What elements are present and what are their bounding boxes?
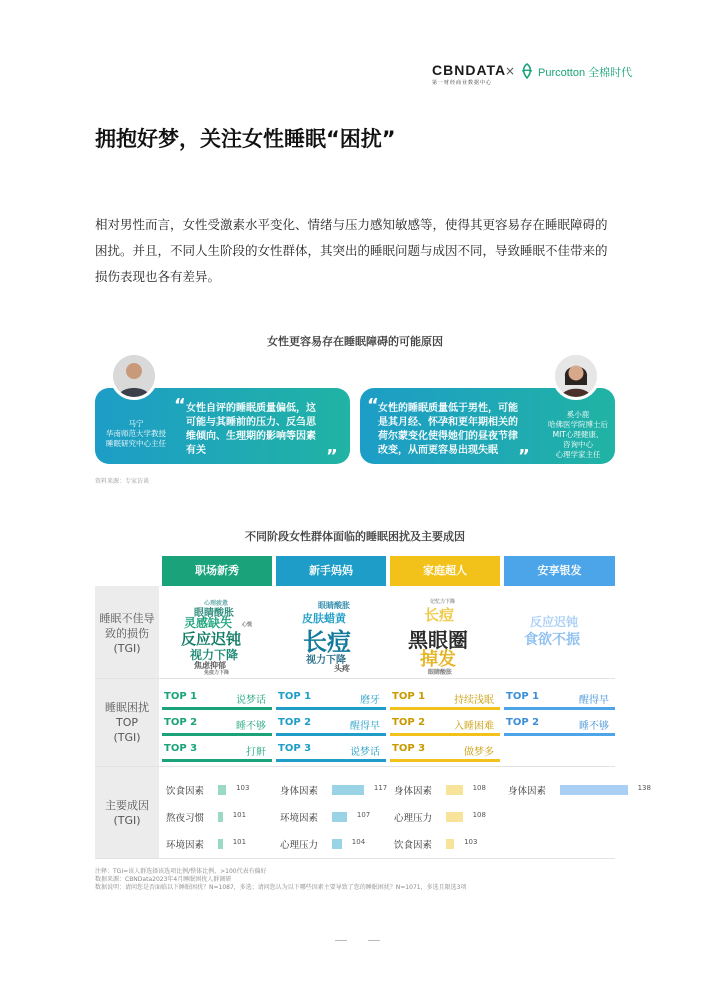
expert-right-role3: 咨询中心 [563,440,593,449]
top-value: 醒得早 [579,695,609,706]
top-item [276,714,386,736]
quote-line: 可能与其睡前的压力、反刍思 [186,417,316,428]
cause-item [394,835,498,853]
top-item [390,714,500,736]
cause-value: 103 [464,838,478,846]
quote-line: 是其月经、怀孕和更年期相关的 [378,417,518,428]
column-header: 新手妈妈 [276,556,386,586]
cause-bar [332,839,342,849]
top-value: 磨牙 [360,695,380,706]
top-rank: TOP 2 [506,717,540,728]
cause-name: 身体因素 [508,786,547,797]
top-value: 睡不够 [579,721,609,732]
note-description: 数据说明：请问您是否面临以下睡眠困扰？N=1087，多选；请问您认为以下哪些因素主要导致了您的睡眠困扰？N=1071，多选且限选3项 [95,884,467,891]
top-underline [276,733,386,736]
wordcloud-word: 长痘 [424,606,455,624]
top-underline [276,707,386,710]
cause-bar [218,785,226,795]
wordcloud-word: 记忆力下降 [430,599,456,605]
top-item [162,714,272,736]
cause-item [166,781,270,799]
cause-name: 身体因素 [394,786,433,797]
experts-source: 资料来源：专家访谈 [95,478,150,485]
top-item [504,714,615,736]
cause-value: 104 [351,838,366,846]
column-header: 家庭超人 [390,556,500,586]
cause-value: 117 [373,784,388,792]
row-label-line: (TGI) [113,642,141,655]
top-value: 睡不够 [236,721,266,732]
wordcloud-word: 心慌 [242,622,253,628]
top-value: 说梦话 [350,747,380,758]
top-rank: TOP 1 [164,691,198,702]
cause-value: 138 [637,784,651,792]
top-rank: TOP 1 [392,691,426,702]
cause-value: 107 [356,811,371,819]
wordcloud-word: 心理疲惫 [204,600,229,607]
cause-bar [560,785,628,795]
note-source: 数据来源：CBNData2023年4月睡眠困扰人群调研 [95,876,232,883]
avatar-left [110,352,158,400]
expert-right-name: 奚小鹿 [566,410,590,419]
top-rank: TOP 3 [278,743,312,754]
top-rank: TOP 2 [278,717,312,728]
cause-item [394,781,498,799]
cbndata-logo: CBNDATA [432,62,507,78]
row-label-cause [95,798,159,828]
top-underline [276,759,386,762]
wordcloud-word: 灵感缺失 [184,616,233,630]
cause-item [166,835,270,853]
wordcloud-word: 皮肤蜡黄 [302,612,346,625]
top-item [390,740,500,762]
row-label-line: 致的损伤 [105,627,149,640]
cause-name: 心理压力 [280,840,319,851]
cause-value: 108 [472,811,486,819]
column-header: 职场新秀 [162,556,272,586]
row-divider [95,858,615,859]
table-title: 不同阶段女性群体面临的睡眠困扰及主要成因 [245,530,465,543]
top-rank: TOP 2 [392,717,426,728]
wordcloud-word: 黑眼圈 [408,628,468,652]
top-value: 说梦话 [236,695,266,706]
cause-item [280,835,384,853]
top-underline [390,759,500,762]
cause-item [166,808,270,826]
top-value: 打鼾 [246,747,266,758]
wordcloud-word: 焦虑抑郁 [194,661,226,670]
wordcloud-word: 反应迟钝 [530,615,579,629]
top-item [162,740,272,762]
expert-right-info [542,410,614,460]
cause-item [280,781,388,799]
wordcloud-word: 视力下降 [190,648,239,662]
expert-left-role1: 华南师范大学教授 [106,429,166,438]
top-value: 醒得早 [350,721,380,732]
row-label-line: 睡眠不佳导 [99,612,155,625]
purcotton-logo: Purcotton 全棉时代 [538,67,633,79]
top-item [390,688,500,710]
top-value: 做梦多 [464,747,494,758]
column-header: 安享银发 [504,556,615,586]
purcotton-leaf-icon [519,63,535,79]
top-rank: TOP 3 [392,743,426,754]
close-quote-right: ” [518,446,530,467]
expert-left-role2: 睡眠研究中心主任 [106,439,166,448]
top-rank: TOP 1 [506,691,540,702]
open-quote-right: “ [367,395,379,416]
wordcloud-word: 头疼 [334,664,350,673]
quote-line: 维倾向、生理期的影响等因素 [186,431,316,442]
cause-value: 101 [232,838,247,846]
cause-name: 饮食因素 [394,840,433,851]
wordcloud-word: 长痘 [303,628,351,656]
avatar-right [552,352,600,400]
cbndata-logo-subtitle: 第一财经商业数据中心 [432,80,493,86]
quote-line: 女性的睡眠质量低于男性，可能 [378,403,518,414]
wordcloud-word: 反应迟钝 [181,630,242,648]
note-tgi: 注释：TGI=该人群选择该选项比例/整体比例，>100代表有偏好 [95,868,267,875]
row-label-line: (TGI) [113,814,141,827]
top-underline [390,733,500,736]
cause-bar [446,839,454,849]
footer-dash [368,940,380,941]
row-divider [95,766,615,767]
row-label-line: (TGI) [113,731,141,744]
row-divider [95,678,615,679]
footer-dash [335,940,347,941]
cause-name: 熬夜习惯 [166,813,205,824]
close-quote-left: ” [326,446,338,467]
top-underline [504,733,615,736]
wordcloud-word: 眼睛酸胀 [428,669,453,676]
expert-right-role4: 心理学家主任 [555,450,601,459]
top-rank: TOP 2 [164,717,198,728]
top-item [276,688,386,710]
top-underline [162,733,272,736]
top-underline [162,759,272,762]
cause-bar [332,812,347,822]
quote-line: 改变，从而更容易出现失眠 [378,445,498,456]
cause-bar [332,785,364,795]
quote-line: 女性自评的睡眠质量偏低，这 [186,403,316,414]
cause-value: 101 [232,811,247,819]
quote-line: 有关 [186,445,206,456]
cause-bar [218,812,223,822]
cause-value: 103 [236,784,250,792]
open-quote-left: “ [174,395,186,416]
cause-item [394,808,498,826]
cause-name: 心理压力 [394,813,433,824]
expert-left-info [99,419,173,449]
cause-bar [446,785,463,795]
top-underline [390,707,500,710]
row-label-damage [95,611,159,656]
top-value: 持续浅眠 [454,695,494,706]
row-label-line: TOP [115,716,138,729]
cause-name: 饮食因素 [166,786,205,797]
wordcloud-word: 免疫力下降 [204,670,230,676]
expert-left-quote [186,402,346,458]
cause-item [280,808,384,826]
cause-name: 环境因素 [280,813,319,824]
top-underline [504,707,615,710]
row-label-trouble [95,700,159,745]
wordcloud-word: 视力下降 [306,655,346,666]
top-value: 入睡困难 [454,721,494,732]
top-item [504,688,615,710]
top-rank: TOP 3 [164,743,198,754]
wordcloud-word: 眼睛酸胀 [318,601,350,610]
page-title: 拥抱好梦，关注女性睡眠“困扰” [95,127,396,151]
wordcloud-word: 掉发 [420,649,456,670]
top-rank: TOP 1 [278,691,312,702]
cause-bar [218,839,223,849]
expert-left-name: 马宁 [128,419,144,428]
top-item [162,688,272,710]
wordcloud-word: 眼睛酸胀 [194,608,234,619]
intro-paragraph: 相对男性而言，女性受激素水平变化、情绪与压力感知敏感等，使得其更容易存在睡眠障碍的困扰。并且，不同人生阶段的女性群体，其突出的睡眠问题与成因不同，导致睡眠不佳带来的损伤表现也各有差异。 [95,217,608,284]
top-item [276,740,386,762]
wordcloud-word: 食欲不振 [524,632,580,648]
cause-bar [446,812,463,822]
expert-right-role1: 哈佛医学院博士后 [548,420,608,429]
experts-section-title: 女性更容易存在睡眠障碍的可能原因 [267,335,443,348]
cause-value: 108 [472,784,486,792]
row-label-line: 睡眠困扰 [105,701,149,714]
expert-right-role2: MIT心理健康、 [552,430,604,439]
quote-line: 荷尔蒙变化使得她们的昼夜节律 [378,431,518,442]
row-label-line: 主要成因 [105,799,149,812]
top-underline [162,707,272,710]
cause-name: 身体因素 [280,786,319,797]
cause-item [508,781,651,799]
cause-name: 环境因素 [166,840,205,851]
logo-separator: × [505,64,516,78]
